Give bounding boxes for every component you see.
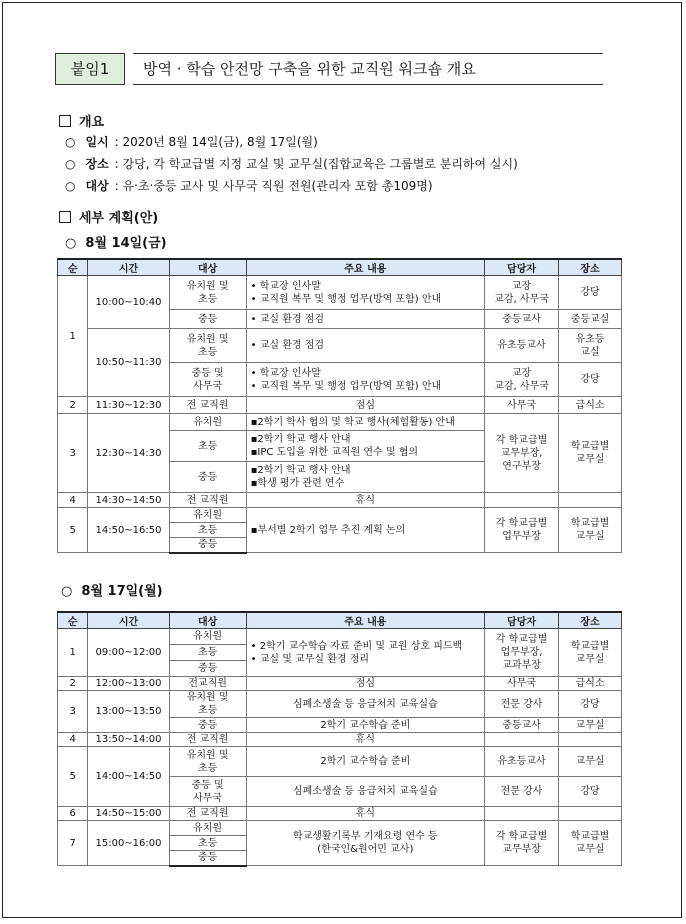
place-cell (559, 733, 622, 747)
column-header: 대상 (169, 259, 246, 276)
overview-item-date (65, 133, 318, 150)
person-cell: 교장 교감, 사무국 (485, 363, 559, 397)
content-cell: 휴식 (246, 733, 484, 747)
place-cell: 학교급별 교무실 (559, 821, 622, 866)
column-header: 순 (58, 612, 88, 629)
content-cell: • 교실 환경 점검 (246, 310, 484, 329)
target-cell: 중등 (169, 718, 246, 733)
target-cell: 중등 (169, 538, 246, 553)
content-cell: • 2학기 교수학습 자료 준비 및 교원 상호 피드백 • 교실 및 교무실 환경 정리 (246, 629, 484, 677)
time-cell: 13:50~14:00 (88, 733, 169, 747)
person-cell: 사무국 (485, 677, 559, 691)
person-cell: 유초등교사 (485, 329, 559, 363)
seq-cell: 5 (58, 747, 88, 807)
content-cell: 2학기 교수학습 준비 (246, 718, 484, 733)
target-cell: 유치원 및 초등 (169, 747, 246, 777)
target-cell: 유치원 및 초등 (169, 329, 246, 363)
target-cell: 초등 (169, 645, 246, 661)
seq-cell: 5 (58, 508, 88, 553)
section-plan (59, 207, 158, 226)
target-cell: 초등 (169, 431, 246, 462)
person-cell: 유초등교사 (485, 747, 559, 777)
circle-bullet-icon: ○ (65, 236, 77, 251)
target-cell: 유치원 및 초등 (169, 691, 246, 718)
person-cell: 각 학교급별 교무부장, 연구부장 (485, 414, 559, 493)
place-cell (559, 493, 622, 508)
item-value: : 유‧초‧중등 교사 및 사무국 직원 전원(관리자 포함 총109명) (114, 179, 433, 193)
day-title: 8월 17일(월) (81, 584, 163, 599)
content-cell: • 교실 환경 점검 (246, 329, 484, 363)
content-cell: 2학기 교수학습 준비 (246, 747, 484, 777)
person-cell: 중등교사 (485, 718, 559, 733)
square-bullet-icon (59, 115, 71, 127)
time-cell: 10:00~10:40 (88, 276, 169, 329)
person-cell: 각 학교급별 교무부장 (485, 821, 559, 866)
circle-bullet-icon: ○ (65, 135, 76, 149)
content-cell: 휴식 (246, 807, 484, 821)
day2-heading (61, 580, 163, 599)
content-cell: ▪부서별 2학기 업무 추진 계획 논의 (246, 508, 484, 553)
target-cell: 중등 (169, 851, 246, 866)
day-title: 8월 14일(금) (85, 236, 167, 251)
time-cell: 14:50~15:00 (88, 807, 169, 821)
square-bullet-icon (59, 211, 71, 223)
table-row (58, 276, 622, 310)
target-cell: 전 교직원 (169, 807, 246, 821)
item-label: 대상 (85, 179, 109, 193)
person-cell: 전문 강사 (485, 691, 559, 718)
person-cell: 각 학교급별 업무부장, 교과부장 (485, 629, 559, 677)
table-row (58, 629, 622, 645)
content-cell: ▪2학기 학교 행사 안내 ▪학생 평가 관련 연수 (246, 462, 484, 493)
table-row (58, 677, 622, 691)
attachment-badge: 붙임1 (55, 53, 125, 85)
place-cell: 학교급별 교무실 (559, 508, 622, 553)
target-cell: 전 교직원 (169, 493, 246, 508)
place-cell: 급식소 (559, 397, 622, 414)
person-cell: 중등교사 (485, 310, 559, 329)
schedule-table-aug14 (57, 258, 622, 554)
seq-cell: 1 (58, 629, 88, 677)
column-header: 대상 (169, 612, 246, 629)
time-cell: 12:00~13:00 (88, 677, 169, 691)
table-row (58, 397, 622, 414)
person-cell (485, 493, 559, 508)
person-cell (485, 807, 559, 821)
content-cell: 학교생활기록부 기재요령 연수 등 (한국인&원어민 교사) (246, 821, 484, 866)
document-header (55, 53, 603, 87)
table-header-row (58, 612, 622, 629)
table-row (58, 733, 622, 747)
target-cell: 중등 및 사무국 (169, 777, 246, 807)
circle-bullet-icon: ○ (65, 179, 76, 193)
content-cell: ▪2학기 학교 행사 안내 ▪IPC 도입을 위한 교직원 연수 및 협의 (246, 431, 484, 462)
seq-cell: 6 (58, 807, 88, 821)
place-cell: 강당 (559, 363, 622, 397)
place-cell: 교무실 (559, 747, 622, 777)
target-cell: 초등 (169, 523, 246, 538)
table-header-row (58, 259, 622, 276)
target-cell: 전 교직원 (169, 397, 246, 414)
circle-bullet-icon: ○ (65, 157, 76, 171)
table-row (58, 821, 622, 836)
place-cell: 학교급별 교무실 (559, 629, 622, 677)
time-cell: 14:30~14:50 (88, 493, 169, 508)
person-cell: 각 학교급별 업무부장 (485, 508, 559, 553)
place-cell: 강당 (559, 276, 622, 310)
person-cell: 전문 강사 (485, 777, 559, 807)
time-cell: 11:30~12:30 (88, 397, 169, 414)
table-row (58, 807, 622, 821)
time-cell: 09:00~12:00 (88, 629, 169, 677)
overview-item-target (65, 177, 433, 194)
target-cell: 전교직원 (169, 677, 246, 691)
place-cell: 유초등 교실 (559, 329, 622, 363)
document-title: 방역 · 학습 안전망 구축을 위한 교직원 워크숍 개요 (133, 53, 603, 85)
document-page (2, 2, 682, 918)
time-cell: 14:50~16:50 (88, 508, 169, 553)
time-cell: 13:00~13:50 (88, 691, 169, 733)
content-cell: 심폐소생술 등 응급처치 교육실습 (246, 691, 484, 718)
person-cell: 사무국 (485, 397, 559, 414)
content-cell: • 학교장 인사말 • 교직원 복무 및 행정 업무(방역 포함) 안내 (246, 276, 484, 310)
column-header: 장소 (559, 612, 622, 629)
target-cell: 유치원 (169, 414, 246, 431)
schedule-table-aug17 (57, 611, 622, 867)
time-cell: 12:30~14:30 (88, 414, 169, 493)
target-cell: 중등 (169, 462, 246, 493)
column-header: 담당자 (485, 612, 559, 629)
column-header: 장소 (559, 259, 622, 276)
seq-cell: 2 (58, 677, 88, 691)
content-cell: 심폐소생술 등 응급처치 교육실습 (246, 777, 484, 807)
target-cell: 초등 (169, 836, 246, 851)
target-cell: 유치원 (169, 508, 246, 523)
content-cell: 점심 (246, 397, 484, 414)
seq-cell: 3 (58, 414, 88, 493)
column-header: 주요 내용 (246, 259, 484, 276)
place-cell: 학교급별 교무실 (559, 414, 622, 493)
item-value: : 2020년 8월 14일(금), 8월 17일(월) (114, 135, 318, 149)
content-cell: • 학교장 인사말 • 교직원 복무 및 행정 업무(방역 포함) 안내 (246, 363, 484, 397)
place-cell: 급식소 (559, 677, 622, 691)
section-heading: 개요 (79, 115, 105, 130)
overview-item-place (65, 155, 518, 172)
item-label: 일시 (85, 135, 109, 149)
section-overview (59, 111, 104, 130)
column-header: 순 (58, 259, 88, 276)
circle-bullet-icon: ○ (61, 584, 73, 599)
seq-cell: 4 (58, 733, 88, 747)
content-cell: 점심 (246, 677, 484, 691)
column-header: 시간 (88, 259, 169, 276)
column-header: 시간 (88, 612, 169, 629)
seq-cell: 7 (58, 821, 88, 866)
time-cell: 14:00~14:50 (88, 747, 169, 807)
table-row (58, 747, 622, 777)
item-label: 장소 (85, 157, 109, 171)
person-cell: 교장 교감, 사무국 (485, 276, 559, 310)
section-heading: 세부 계획(안) (79, 211, 159, 226)
person-cell (485, 733, 559, 747)
content-cell: 휴식 (246, 493, 484, 508)
table-row (58, 414, 622, 431)
target-cell: 중등 (169, 661, 246, 677)
target-cell: 유치원 (169, 821, 246, 836)
place-cell: 강당 (559, 777, 622, 807)
seq-cell: 1 (58, 276, 88, 397)
target-cell: 전 교직원 (169, 733, 246, 747)
place-cell: 중등교실 (559, 310, 622, 329)
time-cell: 15:00~16:00 (88, 821, 169, 866)
column-header: 담당자 (485, 259, 559, 276)
table-row (58, 508, 622, 523)
table-row (58, 691, 622, 718)
target-cell: 유치원 및 초등 (169, 276, 246, 310)
item-value: : 강당, 각 학교급별 지정 교실 및 교무실(집합교육은 그룹별로 분리하여 실시) (114, 157, 518, 171)
seq-cell: 4 (58, 493, 88, 508)
seq-cell: 3 (58, 691, 88, 733)
seq-cell: 2 (58, 397, 88, 414)
target-cell: 중등 (169, 310, 246, 329)
content-cell: ▪2학기 학사 협의 및 학교 행사(체험활동) 안내 (246, 414, 484, 431)
table-row (58, 493, 622, 508)
place-cell: 강당 (559, 691, 622, 718)
place-cell: 교무실 (559, 718, 622, 733)
place-cell (559, 807, 622, 821)
day1-heading (65, 232, 167, 251)
table-row (58, 329, 622, 363)
column-header: 주요 내용 (246, 612, 484, 629)
target-cell: 유치원 (169, 629, 246, 645)
target-cell: 중등 및 사무국 (169, 363, 246, 397)
time-cell: 10:50~11:30 (88, 329, 169, 397)
